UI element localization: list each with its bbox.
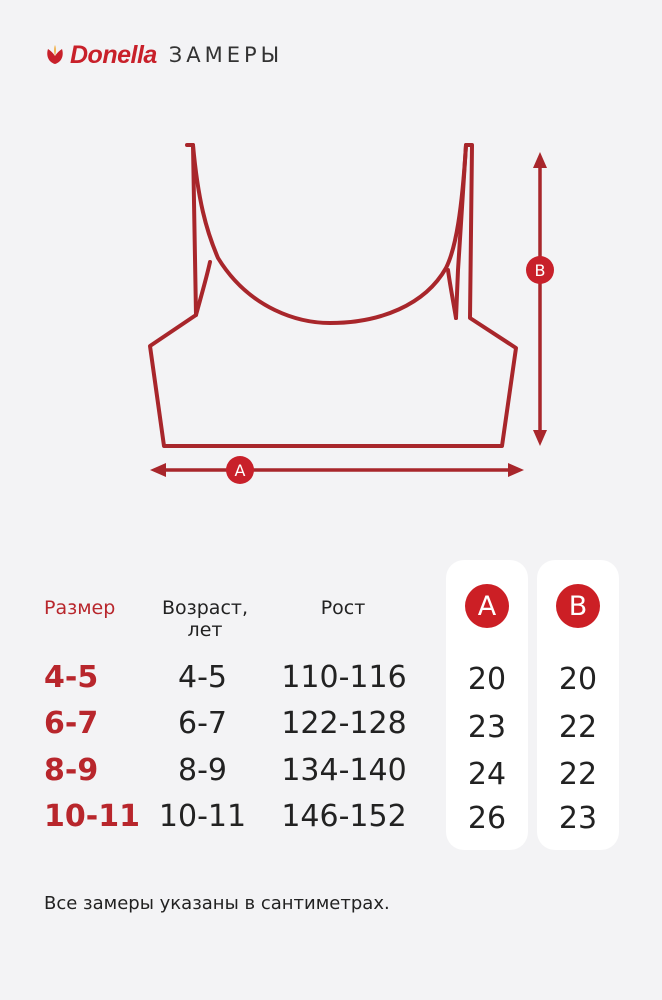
header-size: Размер — [44, 597, 116, 619]
column-b-badge: B — [556, 584, 600, 628]
row-a: 24 — [467, 757, 507, 792]
row-height: 134-140 — [281, 753, 407, 788]
header-age-unit: лет — [187, 619, 223, 641]
row-height: 122-128 — [281, 706, 407, 741]
header-age — [145, 597, 265, 641]
row-age: 6-7 — [178, 706, 227, 741]
row-size: 4-5 — [44, 660, 99, 695]
brand-name: Donella — [70, 40, 157, 69]
column-a-badge: A — [465, 584, 509, 628]
row-b: 23 — [558, 801, 598, 836]
header-age-label: Возраст, — [161, 597, 249, 619]
row-age: 4-5 — [178, 660, 227, 695]
measurement-a-arrow — [150, 463, 524, 477]
row-height: 146-152 — [281, 799, 407, 834]
crop-top-outline-icon — [150, 145, 516, 446]
row-b: 22 — [558, 757, 598, 792]
measurement-b-label: B — [534, 261, 546, 280]
row-a: 20 — [467, 662, 507, 697]
row-height: 110-116 — [281, 660, 407, 695]
row-b: 22 — [558, 710, 598, 745]
footnote: Все замеры указаны в сантиметрах. — [44, 893, 390, 914]
row-size: 6-7 — [44, 706, 99, 741]
header-height: Рост — [320, 597, 366, 619]
row-a: 26 — [467, 801, 507, 836]
row-b: 20 — [558, 662, 598, 697]
page-title: ЗАМЕРЫ — [168, 43, 284, 67]
measurement-a-label: A — [234, 461, 246, 480]
measurement-b-arrow — [533, 152, 547, 446]
row-age: 10-11 — [158, 799, 247, 834]
row-size: 8-9 — [44, 753, 99, 788]
row-size: 10-11 — [44, 799, 140, 834]
row-a: 23 — [467, 710, 507, 745]
row-age: 8-9 — [178, 753, 227, 788]
